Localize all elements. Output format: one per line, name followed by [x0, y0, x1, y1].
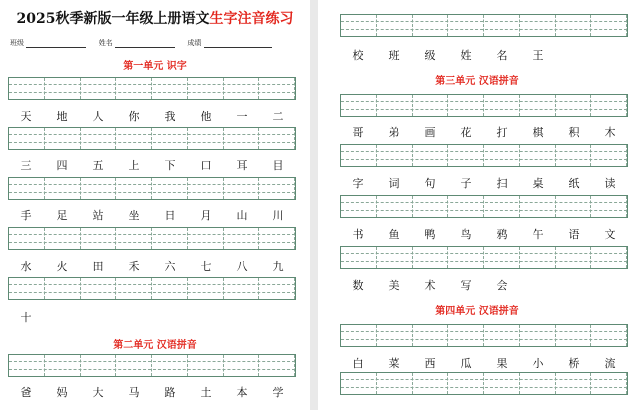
- pinyin-cell[interactable]: [9, 178, 45, 199]
- name-label: 姓名: [98, 39, 113, 47]
- hanzi-character: 耳: [236, 159, 248, 172]
- hanzi-character: 木: [604, 126, 616, 139]
- pinyin-cell[interactable]: [45, 178, 81, 199]
- guide-line: [9, 184, 295, 185]
- unit3-heading: 第三单元 汉语拼音: [435, 76, 519, 87]
- pinyin-grid-unit3[interactable]: [340, 144, 628, 167]
- hanzi-character: 书: [352, 228, 364, 241]
- pinyin-grid-unit3[interactable]: [340, 246, 628, 269]
- pinyin-cell[interactable]: [591, 15, 627, 36]
- hanzi-character: 川: [272, 209, 284, 222]
- guide-line: [9, 242, 295, 243]
- pinyin-cell[interactable]: [9, 355, 45, 376]
- pinyin-cell[interactable]: [484, 325, 520, 346]
- title-highlight: 生字注音练习: [209, 11, 294, 27]
- hanzi-character: 我: [164, 110, 176, 123]
- hanzi-character: 鸭: [424, 228, 436, 241]
- hanzi-character: 地: [56, 110, 68, 123]
- score-blank[interactable]: [204, 40, 272, 48]
- pinyin-cell[interactable]: [259, 78, 295, 99]
- hanzi-character: 七: [200, 260, 212, 273]
- hanzi-character: 日: [164, 209, 176, 222]
- pinyin-cell[interactable]: [520, 325, 556, 346]
- pinyin-cell[interactable]: [520, 247, 556, 268]
- pinyin-cell[interactable]: [556, 95, 592, 116]
- hanzi-character: 西: [424, 357, 436, 370]
- hanzi-character: 目: [272, 159, 284, 172]
- guide-line: [341, 151, 627, 152]
- guide-line: [9, 369, 295, 370]
- hanzi-character: 花: [460, 126, 472, 139]
- guide-line: [9, 134, 295, 135]
- hanzi-character: 本: [236, 386, 248, 399]
- pinyin-cell[interactable]: [591, 247, 627, 268]
- pinyin-cell[interactable]: [81, 178, 117, 199]
- hanzi-character: 班: [388, 49, 400, 62]
- pinyin-cell[interactable]: [448, 95, 484, 116]
- pinyin-cell[interactable]: [448, 325, 484, 346]
- guide-line: [341, 261, 627, 262]
- character-row-unit1: [8, 258, 296, 274]
- hanzi-character: 月: [200, 209, 212, 222]
- hanzi-character: 马: [128, 386, 140, 399]
- pinyin-cell[interactable]: [116, 178, 152, 199]
- pinyin-cell[interactable]: [45, 78, 81, 99]
- pinyin-cell[interactable]: [116, 78, 152, 99]
- hanzi-character: 数: [352, 279, 364, 292]
- pinyin-cell[interactable]: [484, 196, 520, 217]
- hanzi-character: 桌: [532, 177, 544, 190]
- pinyin-cell[interactable]: [520, 95, 556, 116]
- hanzi-character: 坐: [128, 209, 140, 222]
- pinyin-cell[interactable]: [484, 95, 520, 116]
- hanzi-character: 山: [236, 209, 248, 222]
- hanzi-character: 妈: [56, 386, 68, 399]
- pinyin-cell[interactable]: [188, 178, 224, 199]
- hanzi-character: 会: [496, 279, 508, 292]
- pinyin-cell[interactable]: [377, 196, 413, 217]
- hanzi-character: 语: [568, 228, 580, 241]
- hanzi-character: 火: [56, 260, 68, 273]
- pinyin-cell[interactable]: [45, 128, 81, 149]
- character-row-unit2: [8, 384, 296, 400]
- score-label: 成绩: [187, 39, 202, 47]
- pinyin-cell[interactable]: [152, 228, 188, 249]
- pinyin-cell[interactable]: [341, 15, 377, 36]
- class-blank[interactable]: [26, 40, 86, 48]
- hanzi-character: 站: [92, 209, 104, 222]
- guide-line: [341, 109, 627, 110]
- hanzi-character: 鸦: [496, 228, 508, 241]
- pinyin-cell[interactable]: [81, 78, 117, 99]
- hanzi-character: 午: [532, 228, 544, 241]
- pinyin-cell[interactable]: [341, 95, 377, 116]
- hanzi-character: 词: [388, 177, 400, 190]
- pinyin-cell[interactable]: [224, 128, 260, 149]
- pinyin-cell[interactable]: [188, 355, 224, 376]
- guide-line: [341, 210, 627, 211]
- pinyin-cell[interactable]: [484, 15, 520, 36]
- name-blank[interactable]: [115, 40, 175, 48]
- hanzi-character: 田: [92, 260, 104, 273]
- pinyin-cell[interactable]: [484, 145, 520, 166]
- pinyin-grid-unit2[interactable]: [8, 354, 296, 377]
- hanzi-character: 打: [496, 126, 508, 139]
- pinyin-cell[interactable]: [413, 196, 449, 217]
- pinyin-cell[interactable]: [591, 95, 627, 116]
- hanzi-character: 弟: [388, 126, 400, 139]
- pinyin-grid-unit4[interactable]: [340, 372, 628, 395]
- character-row-unit1: [8, 108, 296, 124]
- pinyin-grid-unit2-continued[interactable]: [340, 14, 628, 37]
- hanzi-character: 积: [568, 126, 580, 139]
- pinyin-cell[interactable]: [45, 228, 81, 249]
- pinyin-cell[interactable]: [341, 145, 377, 166]
- worksheet-page-left: [0, 0, 310, 410]
- pinyin-cell[interactable]: [45, 355, 81, 376]
- guide-line: [341, 101, 627, 102]
- pinyin-grid-unit1[interactable]: [8, 127, 296, 150]
- guide-line: [9, 142, 295, 143]
- hanzi-character: 下: [164, 159, 176, 172]
- pinyin-cell[interactable]: [9, 128, 45, 149]
- guide-line: [341, 29, 627, 30]
- pinyin-cell[interactable]: [224, 228, 260, 249]
- guide-line: [9, 84, 295, 85]
- hanzi-character: 写: [460, 279, 472, 292]
- pinyin-grid-unit3[interactable]: [340, 195, 628, 218]
- pinyin-cell[interactable]: [188, 78, 224, 99]
- character-row-unit3: [340, 277, 628, 293]
- pinyin-cell[interactable]: [341, 373, 377, 394]
- hanzi-character: 土: [200, 386, 212, 399]
- character-row-unit1: [8, 207, 296, 223]
- pinyin-cell[interactable]: [520, 373, 556, 394]
- pinyin-grid-unit4[interactable]: [340, 324, 628, 347]
- guide-line: [341, 202, 627, 203]
- pinyin-cell[interactable]: [377, 145, 413, 166]
- pinyin-cell[interactable]: [413, 15, 449, 36]
- hanzi-character: 人: [92, 110, 104, 123]
- hanzi-character: 十: [20, 311, 32, 324]
- guide-line: [341, 379, 627, 380]
- hanzi-character: 二: [272, 110, 284, 123]
- pinyin-cell[interactable]: [9, 228, 45, 249]
- hanzi-character: 六: [164, 260, 176, 273]
- pinyin-cell[interactable]: [413, 247, 449, 268]
- pinyin-cell[interactable]: [556, 145, 592, 166]
- hanzi-character: 纸: [568, 177, 580, 190]
- hanzi-character: 级: [424, 49, 436, 62]
- pinyin-cell[interactable]: [448, 373, 484, 394]
- hanzi-character: 读: [604, 177, 616, 190]
- pinyin-cell[interactable]: [9, 78, 45, 99]
- unit1-heading: 第一单元 识字: [123, 61, 187, 72]
- hanzi-character: 扫: [496, 177, 508, 190]
- pinyin-cell[interactable]: [45, 278, 81, 299]
- pinyin-cell[interactable]: [448, 196, 484, 217]
- hanzi-character: 三: [20, 159, 32, 172]
- hanzi-character: 棋: [532, 126, 544, 139]
- pinyin-cell[interactable]: [448, 145, 484, 166]
- hanzi-character: 术: [424, 279, 436, 292]
- pinyin-cell[interactable]: [556, 15, 592, 36]
- pinyin-cell[interactable]: [152, 178, 188, 199]
- hanzi-character: 菜: [388, 357, 400, 370]
- pinyin-cell[interactable]: [116, 228, 152, 249]
- hanzi-character: 四: [56, 159, 68, 172]
- hanzi-character: 五: [92, 159, 104, 172]
- hanzi-character: 他: [200, 110, 212, 123]
- guide-line: [9, 92, 295, 93]
- pinyin-cell[interactable]: [591, 325, 627, 346]
- hanzi-character: 子: [460, 177, 472, 190]
- hanzi-character: 天: [20, 110, 32, 123]
- guide-line: [341, 159, 627, 160]
- pinyin-cell[interactable]: [152, 355, 188, 376]
- pinyin-cell[interactable]: [9, 278, 45, 299]
- hanzi-character: 八: [236, 260, 248, 273]
- hanzi-character: 瓜: [460, 357, 472, 370]
- pinyin-cell[interactable]: [152, 78, 188, 99]
- pinyin-cell[interactable]: [224, 355, 260, 376]
- pinyin-cell[interactable]: [520, 15, 556, 36]
- guide-line: [9, 361, 295, 362]
- pinyin-grid-unit3[interactable]: [340, 94, 628, 117]
- pinyin-cell[interactable]: [259, 128, 295, 149]
- hanzi-character: 哥: [352, 126, 364, 139]
- pinyin-cell[interactable]: [152, 278, 188, 299]
- pinyin-cell[interactable]: [591, 373, 627, 394]
- hanzi-character: 足: [56, 209, 68, 222]
- hanzi-character: 水: [20, 260, 32, 273]
- pinyin-grid-unit1[interactable]: [8, 77, 296, 100]
- character-row-unit4: [340, 355, 628, 371]
- guide-line: [341, 387, 627, 388]
- pinyin-cell[interactable]: [556, 373, 592, 394]
- hanzi-character: 手: [20, 209, 32, 222]
- character-row-unit2-continued: [340, 47, 628, 63]
- worksheet-page-right: [318, 0, 636, 410]
- pinyin-cell[interactable]: [556, 325, 592, 346]
- guide-line: [9, 292, 295, 293]
- hanzi-character: 姓: [460, 49, 472, 62]
- pinyin-cell[interactable]: [556, 247, 592, 268]
- pinyin-cell[interactable]: [341, 196, 377, 217]
- guide-line: [9, 234, 295, 235]
- character-row-unit1: [8, 157, 296, 173]
- pinyin-cell[interactable]: [224, 278, 260, 299]
- student-info-line: [10, 38, 272, 48]
- hanzi-character: 桥: [568, 357, 580, 370]
- hanzi-character: 校: [352, 49, 364, 62]
- character-row-unit3: [340, 226, 628, 242]
- pinyin-cell[interactable]: [556, 196, 592, 217]
- pinyin-cell[interactable]: [448, 15, 484, 36]
- pinyin-cell[interactable]: [377, 247, 413, 268]
- pinyin-cell[interactable]: [259, 278, 295, 299]
- pinyin-cell[interactable]: [413, 325, 449, 346]
- hanzi-character: 鸟: [460, 228, 472, 241]
- pinyin-cell[interactable]: [377, 373, 413, 394]
- hanzi-character: 大: [92, 386, 104, 399]
- pinyin-grid-unit1[interactable]: [8, 227, 296, 250]
- hanzi-character: 你: [128, 110, 140, 123]
- guide-line: [341, 21, 627, 22]
- hanzi-character: 果: [496, 357, 508, 370]
- pinyin-cell[interactable]: [81, 278, 117, 299]
- pinyin-cell[interactable]: [81, 128, 117, 149]
- pinyin-grid-unit1[interactable]: [8, 277, 296, 300]
- title-main: 2025秋季新版一年级上册语文: [16, 11, 210, 27]
- hanzi-character: 小: [532, 357, 544, 370]
- page-title: [0, 8, 310, 28]
- guide-line: [9, 284, 295, 285]
- pinyin-cell[interactable]: [341, 247, 377, 268]
- hanzi-character: 九: [272, 260, 284, 273]
- pinyin-cell[interactable]: [116, 355, 152, 376]
- pinyin-cell[interactable]: [152, 128, 188, 149]
- character-row-unit3: [340, 124, 628, 140]
- pinyin-cell[interactable]: [116, 278, 152, 299]
- hanzi-character: 句: [424, 177, 436, 190]
- pinyin-cell[interactable]: [413, 145, 449, 166]
- hanzi-character: 流: [604, 357, 616, 370]
- hanzi-character: 一: [236, 110, 248, 123]
- pinyin-cell[interactable]: [591, 145, 627, 166]
- class-label: 班级: [10, 39, 24, 47]
- pinyin-cell[interactable]: [448, 247, 484, 268]
- unit2-heading: 第二单元 汉语拼音: [113, 340, 197, 351]
- hanzi-character: 白: [352, 357, 364, 370]
- pinyin-cell[interactable]: [377, 95, 413, 116]
- guide-line: [341, 339, 627, 340]
- pinyin-cell[interactable]: [259, 228, 295, 249]
- hanzi-character: 文: [604, 228, 616, 241]
- pinyin-cell[interactable]: [520, 145, 556, 166]
- hanzi-character: 名: [496, 49, 508, 62]
- pinyin-cell[interactable]: [377, 325, 413, 346]
- pinyin-cell[interactable]: [224, 78, 260, 99]
- hanzi-character: 画: [424, 126, 436, 139]
- pinyin-cell[interactable]: [81, 355, 117, 376]
- hanzi-character: 王: [532, 49, 544, 62]
- pinyin-cell[interactable]: [341, 325, 377, 346]
- pinyin-cell[interactable]: [188, 128, 224, 149]
- hanzi-character: 路: [164, 386, 176, 399]
- pinyin-cell[interactable]: [81, 228, 117, 249]
- pinyin-cell[interactable]: [520, 196, 556, 217]
- pinyin-cell[interactable]: [591, 196, 627, 217]
- pinyin-grid-unit1[interactable]: [8, 177, 296, 200]
- pinyin-cell[interactable]: [188, 228, 224, 249]
- pinyin-cell[interactable]: [116, 128, 152, 149]
- pinyin-cell[interactable]: [377, 15, 413, 36]
- pinyin-cell[interactable]: [484, 247, 520, 268]
- pinyin-cell[interactable]: [413, 373, 449, 394]
- hanzi-character: 爸: [20, 386, 32, 399]
- character-row-unit1: [8, 309, 296, 325]
- hanzi-character: 上: [128, 159, 140, 172]
- pinyin-cell[interactable]: [224, 178, 260, 199]
- guide-line: [9, 192, 295, 193]
- hanzi-character: 鱼: [388, 228, 400, 241]
- pinyin-cell[interactable]: [259, 178, 295, 199]
- hanzi-character: 禾: [128, 260, 140, 273]
- pinyin-cell[interactable]: [259, 355, 295, 376]
- hanzi-character: 口: [200, 159, 212, 172]
- pinyin-cell[interactable]: [484, 373, 520, 394]
- hanzi-character: 美: [388, 279, 400, 292]
- pinyin-cell[interactable]: [188, 278, 224, 299]
- pinyin-cell[interactable]: [413, 95, 449, 116]
- guide-line: [341, 253, 627, 254]
- hanzi-character: 字: [352, 177, 364, 190]
- guide-line: [341, 331, 627, 332]
- hanzi-character: 学: [272, 386, 284, 399]
- unit4-heading: 第四单元 汉语拼音: [435, 306, 519, 317]
- character-row-unit3: [340, 175, 628, 191]
